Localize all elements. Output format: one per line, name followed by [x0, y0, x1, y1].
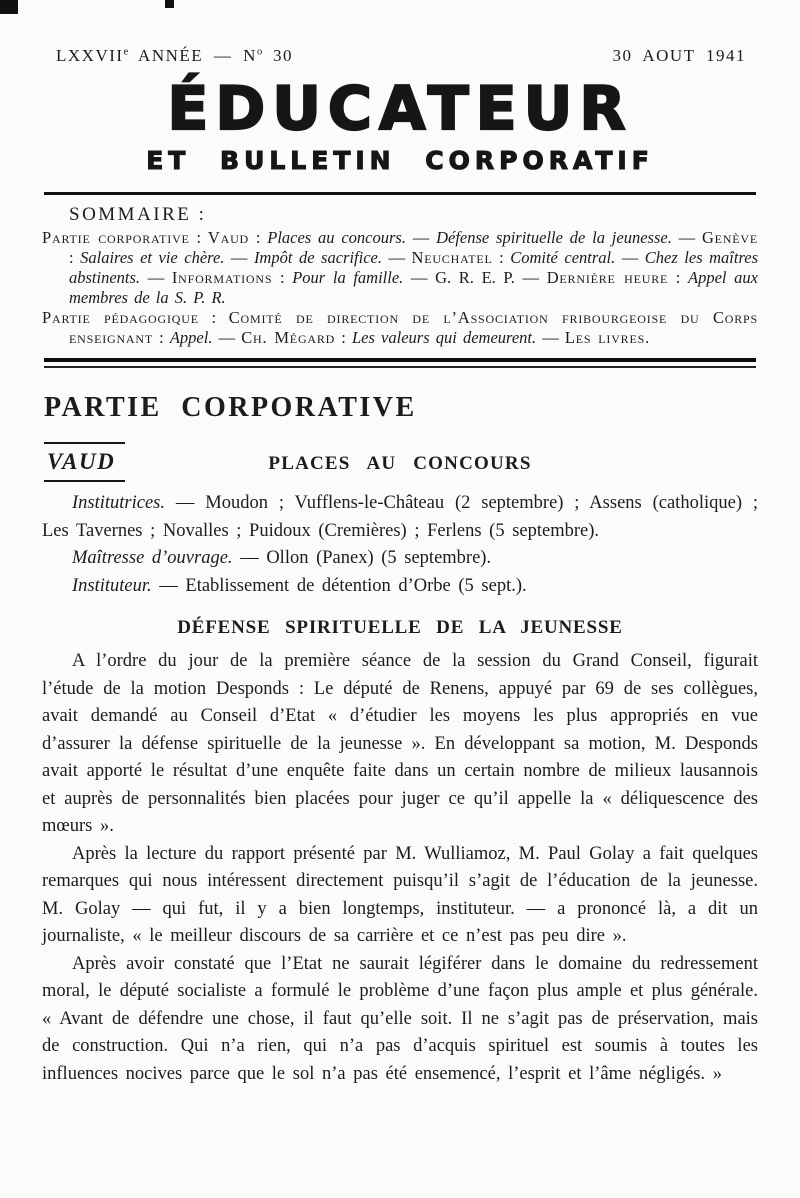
- section-title-partie-corporative: PARTIE CORPORATIVE: [44, 392, 417, 423]
- sommaire-entry-corporative: Partie corporative : Vaud : Places au concours. — Défense spirituelle de la jeunesse. — Genève : Salaires et vie chère. — Impôt de sacrifice. — Neuchatel : Comité central. — Chez les maîtres abstinents. — Informations : Pour la famille. — G. R. E. P. — Dernière heure : Appel aux membres de la S. P. R.: [42, 228, 759, 307]
- vaud-header-row: [42, 442, 758, 486]
- article-heading-defense-spirituelle: DÉFENSE SPIRITUELLE DE LA JEUNESSE: [177, 617, 623, 638]
- places-au-concours-body: [42, 490, 758, 600]
- edition-number: LXXVIIe ANNÉE — $N^o$ 30: [56, 46, 293, 65]
- magazine-title: ÉDUCATEUR: [167, 74, 633, 144]
- magazine-subtitle: ET BULLETIN CORPORATIF: [146, 146, 654, 175]
- region-label-vaud: VAUD: [44, 442, 125, 482]
- paragraph-defense-1: A l’ordre du jour de la première séance de la session du Grand Conseil, figurait l’étude de la motion Desponds : Le député de Renens, appuyé par 69 de ses collègues, avait demandé au Conseil d’Etat « d’étudier les moyens les plus appropriés en vue d’assurer la défense spirituelle de la jeunesse ». En développant sa motion, M. Desponds avait apporté le résultat d’une enquête faite dans un certain nombre de milieux lausannois et auprès de personnalités bien placées pour juger ce qu’il appelle la « déliquescence des mœurs ».: [42, 651, 758, 836]
- paragraph-maitresse-ouvrage: Maîtresse d’ouvrage. — Ollon (Panex) (5 septembre).: [72, 548, 492, 568]
- sommaire-heading: SOMMAIRE :: [69, 204, 207, 225]
- paragraph-institutrices: Institutrices. — Moudon ; Vufflens-le-Château (2 septembre) ; Assens (catholique) ; Les Tavernes ; Novalles ; Puidoux (Cremières) ; Ferlens (5 septembre).: [42, 493, 758, 541]
- article-heading-places-au-concours: PLACES AU CONCOURS: [268, 453, 532, 474]
- sommaire-section: [42, 204, 758, 348]
- sommaire-entry-pedagogique: Partie pédagogique : Comité de direction de l’Association fribourgeoise du Corps enseignant : Appel. — Ch. Mégard : Les valeurs qui demeurent. — Les livres.: [42, 308, 758, 347]
- masthead: [42, 46, 758, 66]
- divider-double-rule: [44, 358, 756, 368]
- paragraph-instituteur: Instituteur. — Etablissement de détention d’Orbe (5 sept.).: [72, 575, 527, 596]
- issue-date: 30 AOUT 1941: [612, 46, 746, 65]
- defense-spirituelle-body: [42, 648, 758, 1088]
- partie-corporative-section: [42, 392, 758, 1088]
- scan-artifact-tick: [165, 0, 174, 8]
- scan-artifact-corner: [0, 0, 18, 14]
- paragraph-defense-3: Après avoir constaté que l’Etat ne saurait légiférer dans le domaine du redressement moral, le député socialiste a formulé le problème d’une façon plus ample et plus générale. « Avant de défendre une chose, il faut qu’elle soit. Il ne s’agit pas de préservation, mais de construction. Qui n’a rien, qui n’a pas d’acquis spirituel est soumis à toutes les influences nocives parce que le sol n’a pas été ensemencé, l’esprit et l’âme négligés. »: [42, 953, 758, 1084]
- divider-rule: [44, 192, 756, 195]
- paragraph-defense-2: Après la lecture du rapport présenté par M. Wulliamoz, M. Paul Golay a fait quelques remarques qui nous intéressent directement puisqu’il s’agit de l’éducation de la jeunesse. M. Golay — qui fut, il y a bien longtemps, instituteur. — a prononcé là, a dit un journaliste, « le meilleur discours de sa carrière et ce n’est pas peu dire ».: [42, 843, 758, 946]
